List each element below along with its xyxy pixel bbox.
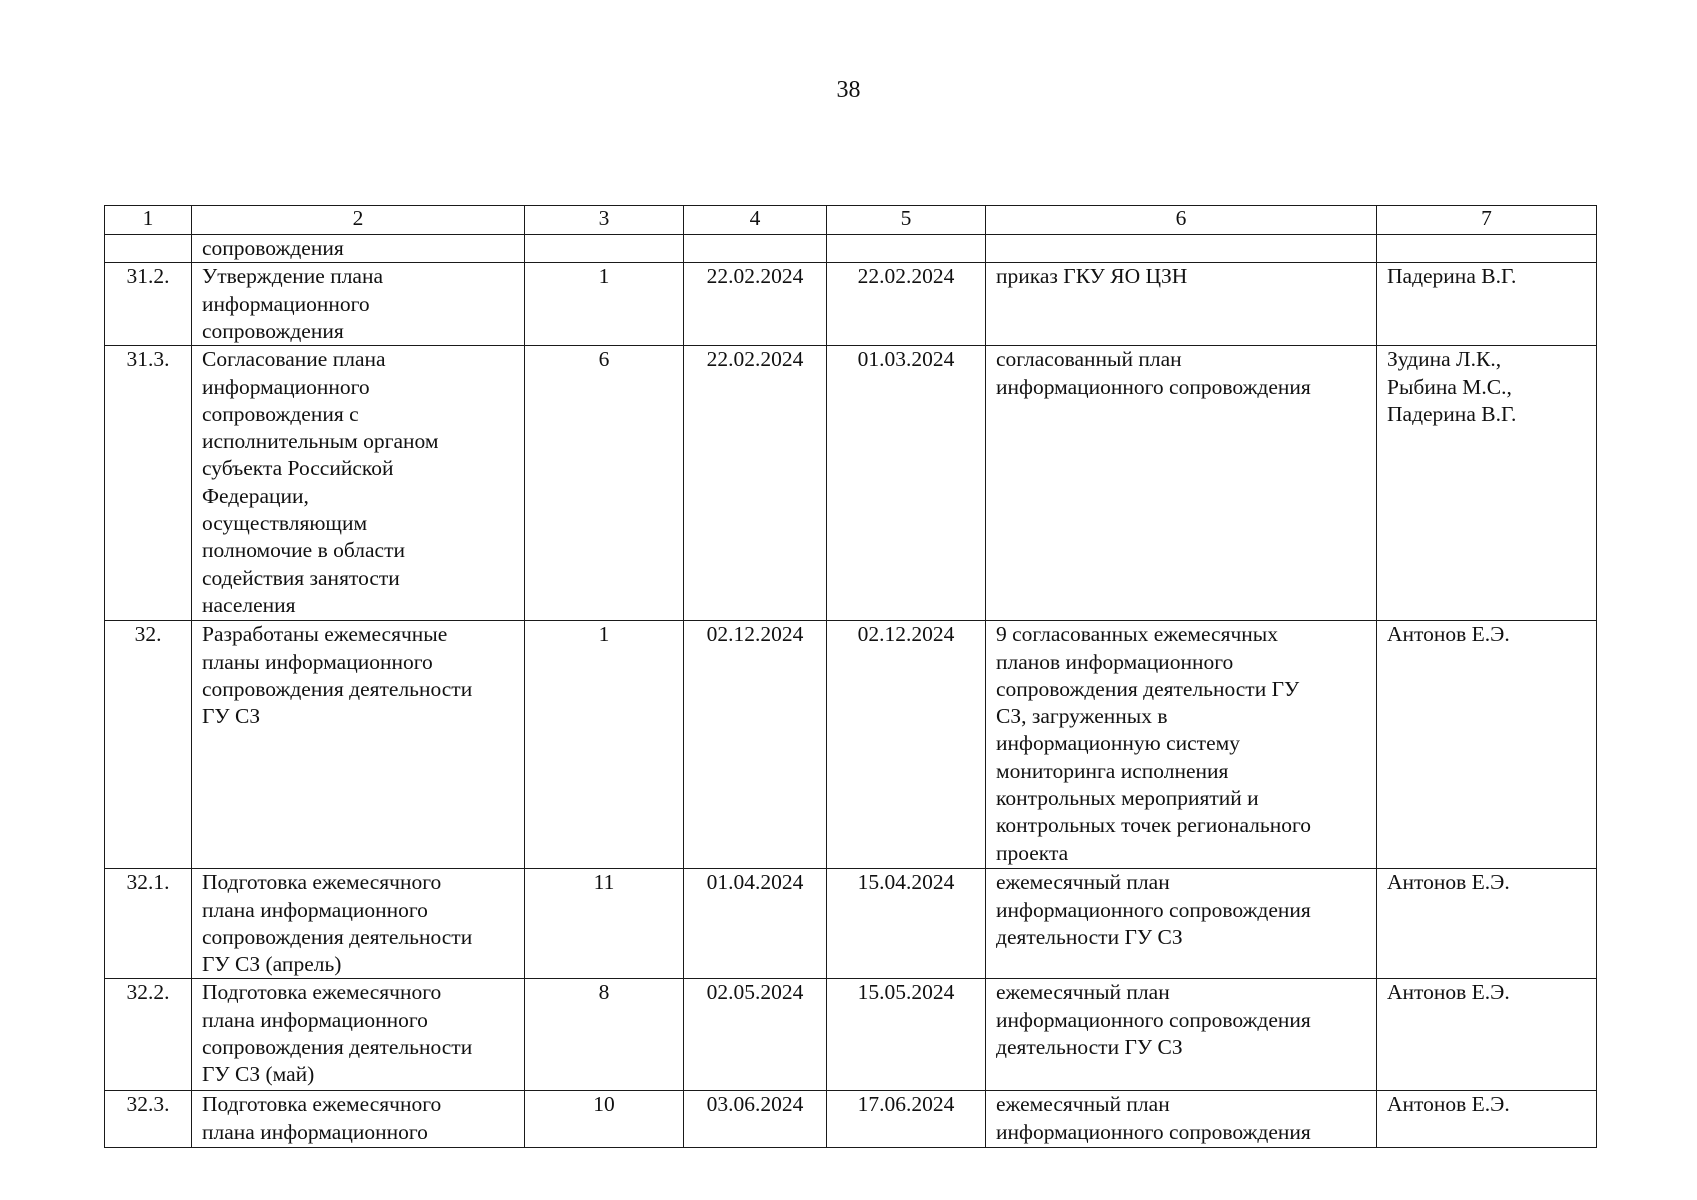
header-cell: 5: [827, 206, 986, 235]
task-name: сопровождения: [192, 235, 525, 263]
row-number: 32.3.: [105, 1091, 192, 1148]
header-cell: 7: [1377, 206, 1597, 235]
result: ежемесячный план информационного сопровождения деятельности ГУ СЗ: [986, 869, 1377, 979]
duration-days: 1: [525, 621, 684, 869]
header-row: [105, 206, 1597, 235]
row-number: [105, 235, 192, 263]
table-row: [105, 235, 1597, 263]
task-name: Согласование плана информационного сопровождения с исполнительным органом субъекта Российской Федерации, осуществляющим полномочие в области содействия занятости населения: [192, 346, 525, 621]
result: 9 согласованных ежемесячных планов информационного сопровождения деятельности ГУ СЗ, загруженных в информационную систему мониторинга исполнения контрольных мероприятий и контрольных точек регионального проекта: [986, 621, 1377, 869]
plan-table: [104, 205, 1597, 1148]
result: согласованный план информационного сопровождения: [986, 346, 1377, 621]
start-date: 03.06.2024: [684, 1091, 827, 1148]
header-cell: 4: [684, 206, 827, 235]
end-date: 02.12.2024: [827, 621, 986, 869]
responsible: Зудина Л.К., Рыбина М.С., Падерина В.Г.: [1377, 346, 1597, 621]
start-date: 02.12.2024: [684, 621, 827, 869]
end-date: 22.02.2024: [827, 263, 986, 346]
header-cell: 1: [105, 206, 192, 235]
result: [986, 235, 1377, 263]
start-date: 22.02.2024: [684, 263, 827, 346]
header-cell: 2: [192, 206, 525, 235]
duration-days: 8: [525, 979, 684, 1091]
task-name: Утверждение плана информационного сопровождения: [192, 263, 525, 346]
start-date: [684, 235, 827, 263]
duration-days: [525, 235, 684, 263]
task-name: Подготовка ежемесячного плана информационного сопровождения деятельности ГУ СЗ (май): [192, 979, 525, 1091]
result: ежемесячный план информационного сопровождения деятельности ГУ СЗ: [986, 979, 1377, 1091]
duration-days: 10: [525, 1091, 684, 1148]
row-number: 31.2.: [105, 263, 192, 346]
duration-days: 11: [525, 869, 684, 979]
start-date: 01.04.2024: [684, 869, 827, 979]
row-number: 31.3.: [105, 346, 192, 621]
table-row: [105, 869, 1597, 979]
end-date: [827, 235, 986, 263]
end-date: 15.04.2024: [827, 869, 986, 979]
end-date: 17.06.2024: [827, 1091, 986, 1148]
duration-days: 1: [525, 263, 684, 346]
responsible: Антонов Е.Э.: [1377, 621, 1597, 869]
table-row: [105, 346, 1597, 621]
end-date: 15.05.2024: [827, 979, 986, 1091]
start-date: 02.05.2024: [684, 979, 827, 1091]
header-cell: 3: [525, 206, 684, 235]
table-row: [105, 1091, 1597, 1148]
task-name: Разработаны ежемесячные планы информационного сопровождения деятельности ГУ СЗ: [192, 621, 525, 869]
table-row: [105, 979, 1597, 1091]
responsible: [1377, 235, 1597, 263]
row-number: 32.2.: [105, 979, 192, 1091]
responsible: Антонов Е.Э.: [1377, 869, 1597, 979]
responsible: Антонов Е.Э.: [1377, 979, 1597, 1091]
start-date: 22.02.2024: [684, 346, 827, 621]
task-name: Подготовка ежемесячного плана информационного сопровождения деятельности ГУ СЗ (апрель): [192, 869, 525, 979]
page-number: 38: [836, 77, 861, 103]
duration-days: 6: [525, 346, 684, 621]
table-row: [105, 263, 1597, 346]
end-date: 01.03.2024: [827, 346, 986, 621]
result: ежемесячный план информационного сопровождения: [986, 1091, 1377, 1148]
responsible: Антонов Е.Э.: [1377, 1091, 1597, 1148]
result: приказ ГКУ ЯО ЦЗН: [986, 263, 1377, 346]
row-number: 32.1.: [105, 869, 192, 979]
responsible: Падерина В.Г.: [1377, 263, 1597, 346]
header-cell: 6: [986, 206, 1377, 235]
table-row: [105, 621, 1597, 869]
row-number: 32.: [105, 621, 192, 869]
task-name: Подготовка ежемесячного плана информационного: [192, 1091, 525, 1148]
